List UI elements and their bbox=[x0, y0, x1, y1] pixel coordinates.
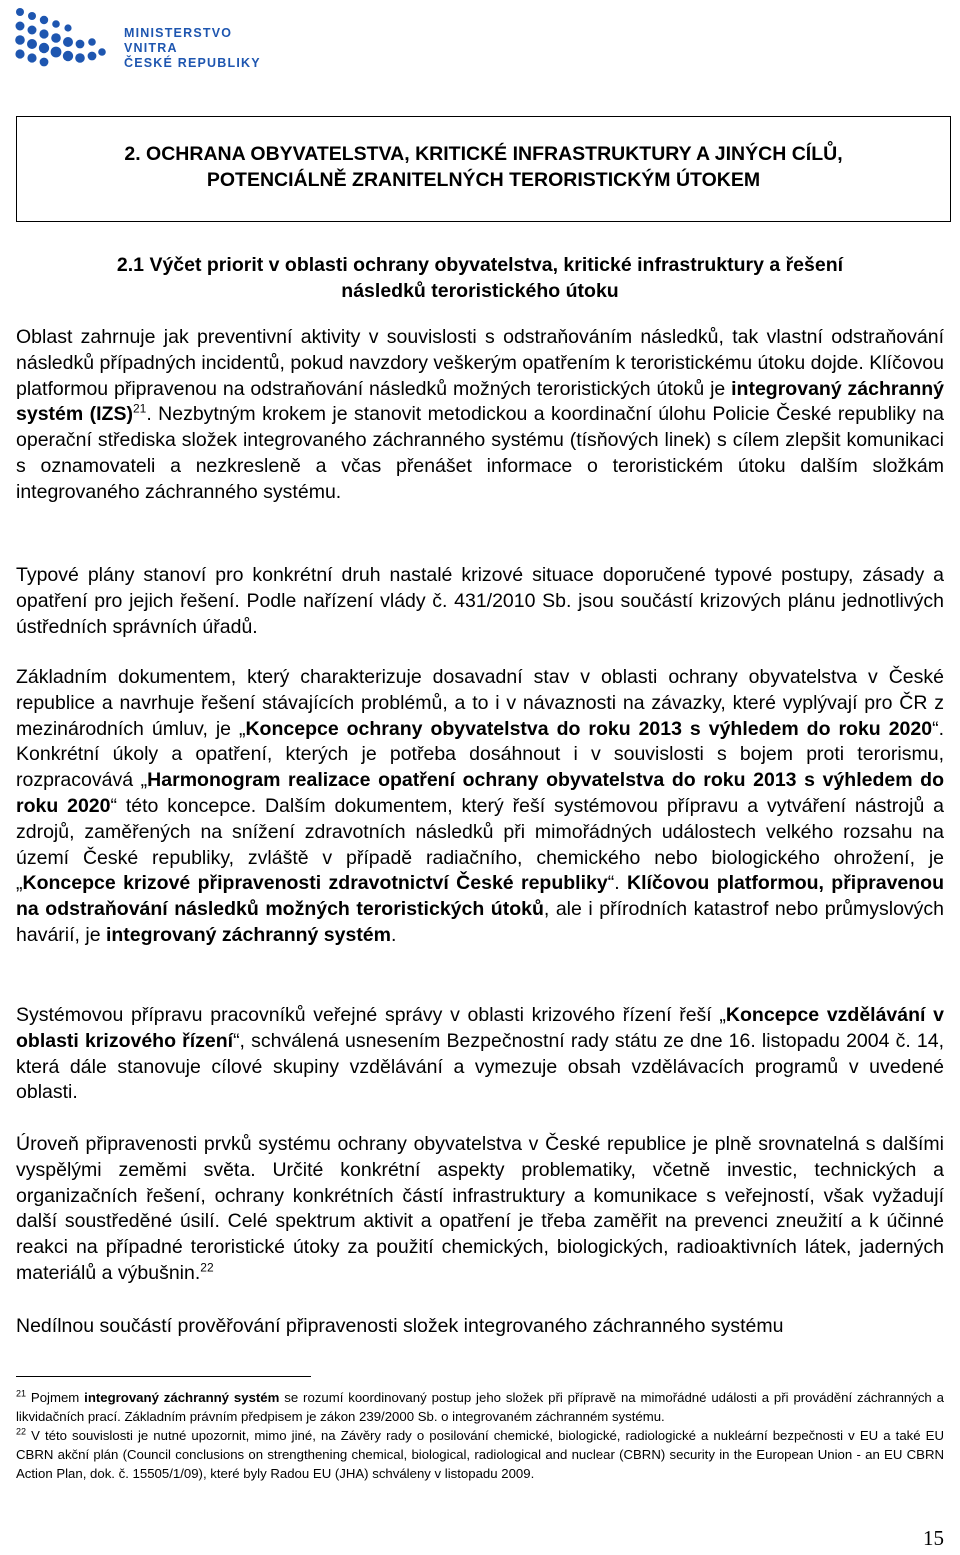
footnote-21-text-1: Pojmem bbox=[26, 1390, 85, 1405]
footnote-22-number: 22 bbox=[16, 1426, 27, 1437]
p3-text-1: Základním dokumentem, který charakterizuje dosavadní stav v oblasti ochrany obyvatelstva v České republice a navrhuje řešení stávajících problémů, a to i v návaznosti na závazky, které vyplývají pro ČR z mezinárodních úmluv, je „ bbox=[16, 666, 944, 740]
footnote-separator bbox=[16, 1376, 311, 1377]
chapter-title-line-2: POTENCIÁLNĚ ZRANITELNÝCH TERORISTICKÝM ÚTOKEM bbox=[206, 169, 761, 191]
p3-text-4: “. bbox=[607, 872, 627, 895]
p5-text: Úroveň připravenosti prvků systému ochrany obyvatelstva v České republice je plně srovnatelná s dalšími vyspělými zeměmi světa. Určité konkrétní aspekty problematiky, včetně investic, technických a organizačních řešení, ochrany konkrétních částí infrastruktury a komunikace s veřejností, však vyžadují další soustředěné úsilí. Celé spektrum aktivit a opatření je třeba zaměřit na prevenci zneužití a k účinné reakci na případné teroristické útoky za použití chemických, biologických, radioaktivních látek, jaderných materiálů a výbušnin. bbox=[16, 1133, 944, 1284]
chapter-title-line-1: 2. OCHRANA OBYVATELSTVA, KRITICKÉ INFRASTRUKTURY A JINÝCH CÍLŮ, bbox=[124, 143, 843, 165]
p4-text-1: Systémovou přípravu pracovníků veřejné správy v oblasti krizového řízení řeší „ bbox=[16, 1004, 726, 1026]
paragraph-3 bbox=[16, 665, 944, 949]
p3-bold-1: Koncepce ochrany obyvatelstva do roku 2013 s výhledem do roku 2020 bbox=[245, 717, 933, 740]
footnotes bbox=[16, 1388, 944, 1483]
footnote-22 bbox=[16, 1426, 944, 1483]
p1-bold-izs: integrovaný záchranný systém (IZS) bbox=[16, 377, 944, 426]
paragraph-1 bbox=[16, 325, 944, 506]
section-title bbox=[16, 252, 944, 304]
p2-text: Typové plány stanoví pro konkrétní druh nastalé krizové situace doporučené typové postupy, zásady a opatření pro jejich řešení. Podle nařízení vlády č. 431/2010 Sb. jsou součástí krizových plánu jednotlivých ústředních správních úřadů. bbox=[16, 564, 944, 638]
section-title-line-1: 2.1 Výčet priorit v oblasti ochrany obyvatelstva, kritické infrastruktury a řešení bbox=[116, 254, 844, 276]
p3-bold-3: Koncepce krizové připravenosti zdravotnictví České republiky bbox=[22, 872, 608, 895]
paragraph-5 bbox=[16, 1132, 944, 1287]
p3-text-2: “. Konkrétní úkoly a opatření, kterých je potřeba dosáhnout i v souvislosti s bojem proti terorismu, rozpracovává „ bbox=[16, 717, 944, 792]
logo-line-1: MINISTERSTVO VNITRA bbox=[124, 26, 233, 55]
chapter-heading-box bbox=[16, 116, 951, 222]
p3-bold-4: Klíčovou platformou, připravenou na odstraňování následků možných teroristických útoků bbox=[16, 872, 944, 921]
p1-text-1: Oblast zahrnuje jak preventivní aktivity v souvislosti s odstraňováním následků, tak vlastní odstraňování následků případných incidentů, pokud navzdory veškerým opatřením k teroristickému útoku dojde. Klíčovou platformou připravenou na odstraňování následků možných teroristických útoků je bbox=[16, 326, 944, 400]
paragraph-4 bbox=[16, 1003, 944, 1106]
chapter-title bbox=[17, 141, 950, 193]
logo-line-2: ČESKÉ REPUBLIKY bbox=[124, 56, 261, 70]
p3-text-5: , ale i přírodních katastrof nebo průmyslových havárií, je bbox=[16, 898, 945, 946]
footnote-21-bold: integrovaný záchranný systém bbox=[84, 1390, 280, 1405]
paragraph-6 bbox=[16, 1314, 944, 1340]
p6-text: Nedílnou součástí prověřování připravenosti složek integrovaného záchranného systému bbox=[16, 1315, 784, 1337]
p3-bold-5: integrovaný záchranný systém bbox=[105, 923, 391, 946]
ministry-emblem-icon bbox=[14, 6, 110, 70]
p3-text-3: “ této koncepce. Dalším dokumentem, který řeší systémovou přípravu a vytváření nástrojů a zdrojů, zaměřených na snížení zdravotních následků při mimořádných událostech velkého rozsahu na území České republiky, zvláště v případě radiačního, chemického nebo biologického ohrožení, je „ bbox=[16, 794, 944, 895]
p4-text-2: “, schválená usnesením Bezpečnostní rady státu ze dne 16. listopadu 2004 č. 14, která dále stanovuje cílové skupiny vzdělávání a vymezuje obsah vzdělávacích programů v uvedené oblasti. bbox=[16, 1029, 944, 1104]
footnote-21 bbox=[16, 1388, 944, 1426]
ministry-logo bbox=[14, 6, 276, 70]
section-title-line-2: následků teroristického útoku bbox=[341, 280, 619, 302]
paragraph-2 bbox=[16, 563, 944, 640]
footnote-ref-22[interactable]: 22 bbox=[200, 1260, 214, 1275]
footnote-22-text: V této souvislosti je nutné upozornit, mimo jiné, na Závěry rady o posilování chemické, biologické, radiologické a nukleární bezpečnosti v EU a také EU CBRN akční plán (Council conclusions on strengthening chemical, biological, radiological and nuclear (CBRN) security in the European Union - an EU CBRN Action Plan, dok. č. 15505/1/09), které byly Radou EU (JHA) schváleny v listopadu 2009. bbox=[16, 1428, 944, 1481]
p4-bold-1: Koncepce vzdělávání v oblasti krizového řízení bbox=[16, 1004, 944, 1052]
p3-text-6: . bbox=[391, 923, 397, 946]
footnote-21-text-2: se rozumí koordinovaný postup jeho složek při přípravě na mimořádné události a při provádění záchranných a likvidačních prací. Základním právním předpisem je zákon 239/2000 Sb. o integrovaném záchranném systému. bbox=[16, 1390, 944, 1424]
footnote-ref-21[interactable]: 21 bbox=[132, 401, 147, 416]
p3-bold-2: Harmonogram realizace opatření ochrany obyvatelstva do roku 2013 s výhledem do roku 2020 bbox=[16, 769, 945, 817]
p1-text-2: . Nezbytným krokem je stanovit metodickou a koordinační úlohu Policie České republiky na operační střediska složek integrovaného záchranného systému (tísňových linek) s cílem zlepšit komunikaci s oznamovateli a nezkresleně a včas přenášet informace o teroristickém útoku dalším složkám integrovaného záchranného systému. bbox=[16, 403, 944, 503]
page-number: 15 bbox=[923, 1526, 944, 1550]
footnote-21-number: 21 bbox=[16, 1388, 27, 1399]
ministry-name bbox=[124, 26, 276, 71]
